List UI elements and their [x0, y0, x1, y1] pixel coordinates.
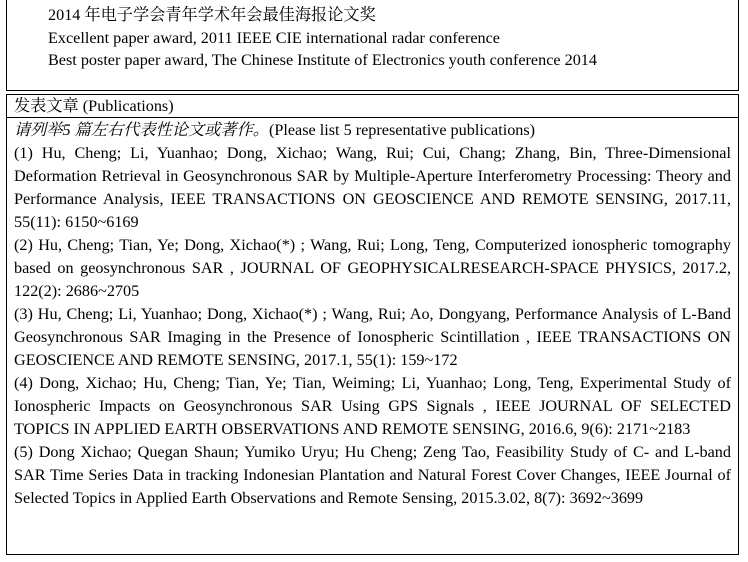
publications-header: 发表文章 (Publications) [7, 95, 738, 118]
award-line: Excellent paper award, 2011 IEEE CIE international radar conference [48, 28, 500, 47]
publication-item: (1) Hu, Cheng; Li, Yuanhao; Dong, Xichao; Wang, Rui; Cui, Chang; Zhang, Bin, Three-Dimensional Deformation Retrieval in Geosynchronous SAR by Multiple-Aperture Interferometry Processing: Theory and Performance Analysis, IEEE TRANSACTIONS ON GEOSCIENCE AND REMOTE SENSING, 2017.11, 55(11): 6150~6169 [14, 144, 731, 231]
publication-item: (3) Hu, Cheng; Li, Yuanhao; Dong, Xichao(*) ; Wang, Rui; Ao, Dongyang, Performance Analysis of L-Band Geosynchronous SAR Imaging in the Presence of Ionospheric Scintillation , IEEE TRANSACTIONS ON GEOSCIENCE AND REMOTE SENSING, 2017.1, 55(1): 159~172 [14, 305, 731, 369]
publication-item: (5) Dong Xichao; Quegan Shaun; Yumiko Uryu; Hu Cheng; Zeng Tao, Feasibility Study of C- and L-band SAR Time Series Data in tracking Indonesian Plantation and Natural Forest Cover Changes, IEEE Journal of Selected Topics in Applied Earth Observations and Remote Sensing, 2015.3.02, 8(7): 3692~3699 [14, 443, 731, 507]
publications-body [7, 118, 738, 510]
award-line: Best poster paper award, The Chinese Institute of Electronics youth conference 2014 [48, 51, 597, 69]
publications-section [6, 94, 739, 555]
publication-item: (4) Dong, Xichao; Hu, Cheng; Tian, Ye; Tian, Weiming; Li, Yuanhao; Long, Teng, Experimental Study of Ionospheric Impacts on Geosynchronous SAR Using GPS Signals , IEEE JOURNAL OF SELECTED TOPICS IN APPLIED EARTH OBSERVATIONS AND REMOTE SENSING, 2016.6, 9(6): 2171~2183 [14, 374, 731, 438]
awards-section [6, 0, 739, 91]
instruction-en: (Please list 5 representative publications) [268, 121, 536, 139]
publications-instruction [14, 119, 731, 142]
award-line: 2014 年电子学会青年学术年会最佳海报论文奖 [48, 6, 376, 24]
instruction-zh: 请列举5 篇左右代表性论文或著作。 [14, 121, 269, 139]
publication-item: (2) Hu, Cheng; Tian, Ye; Dong, Xichao(*) ; Wang, Rui; Long, Teng, Computerized ionospheric tomography based on geosynchronous SAR , JOURNAL OF GEOPHYSICALRESEARCH-SPACE PHYSICS, 2017.2, 122(2): 2686~2705 [14, 236, 731, 300]
